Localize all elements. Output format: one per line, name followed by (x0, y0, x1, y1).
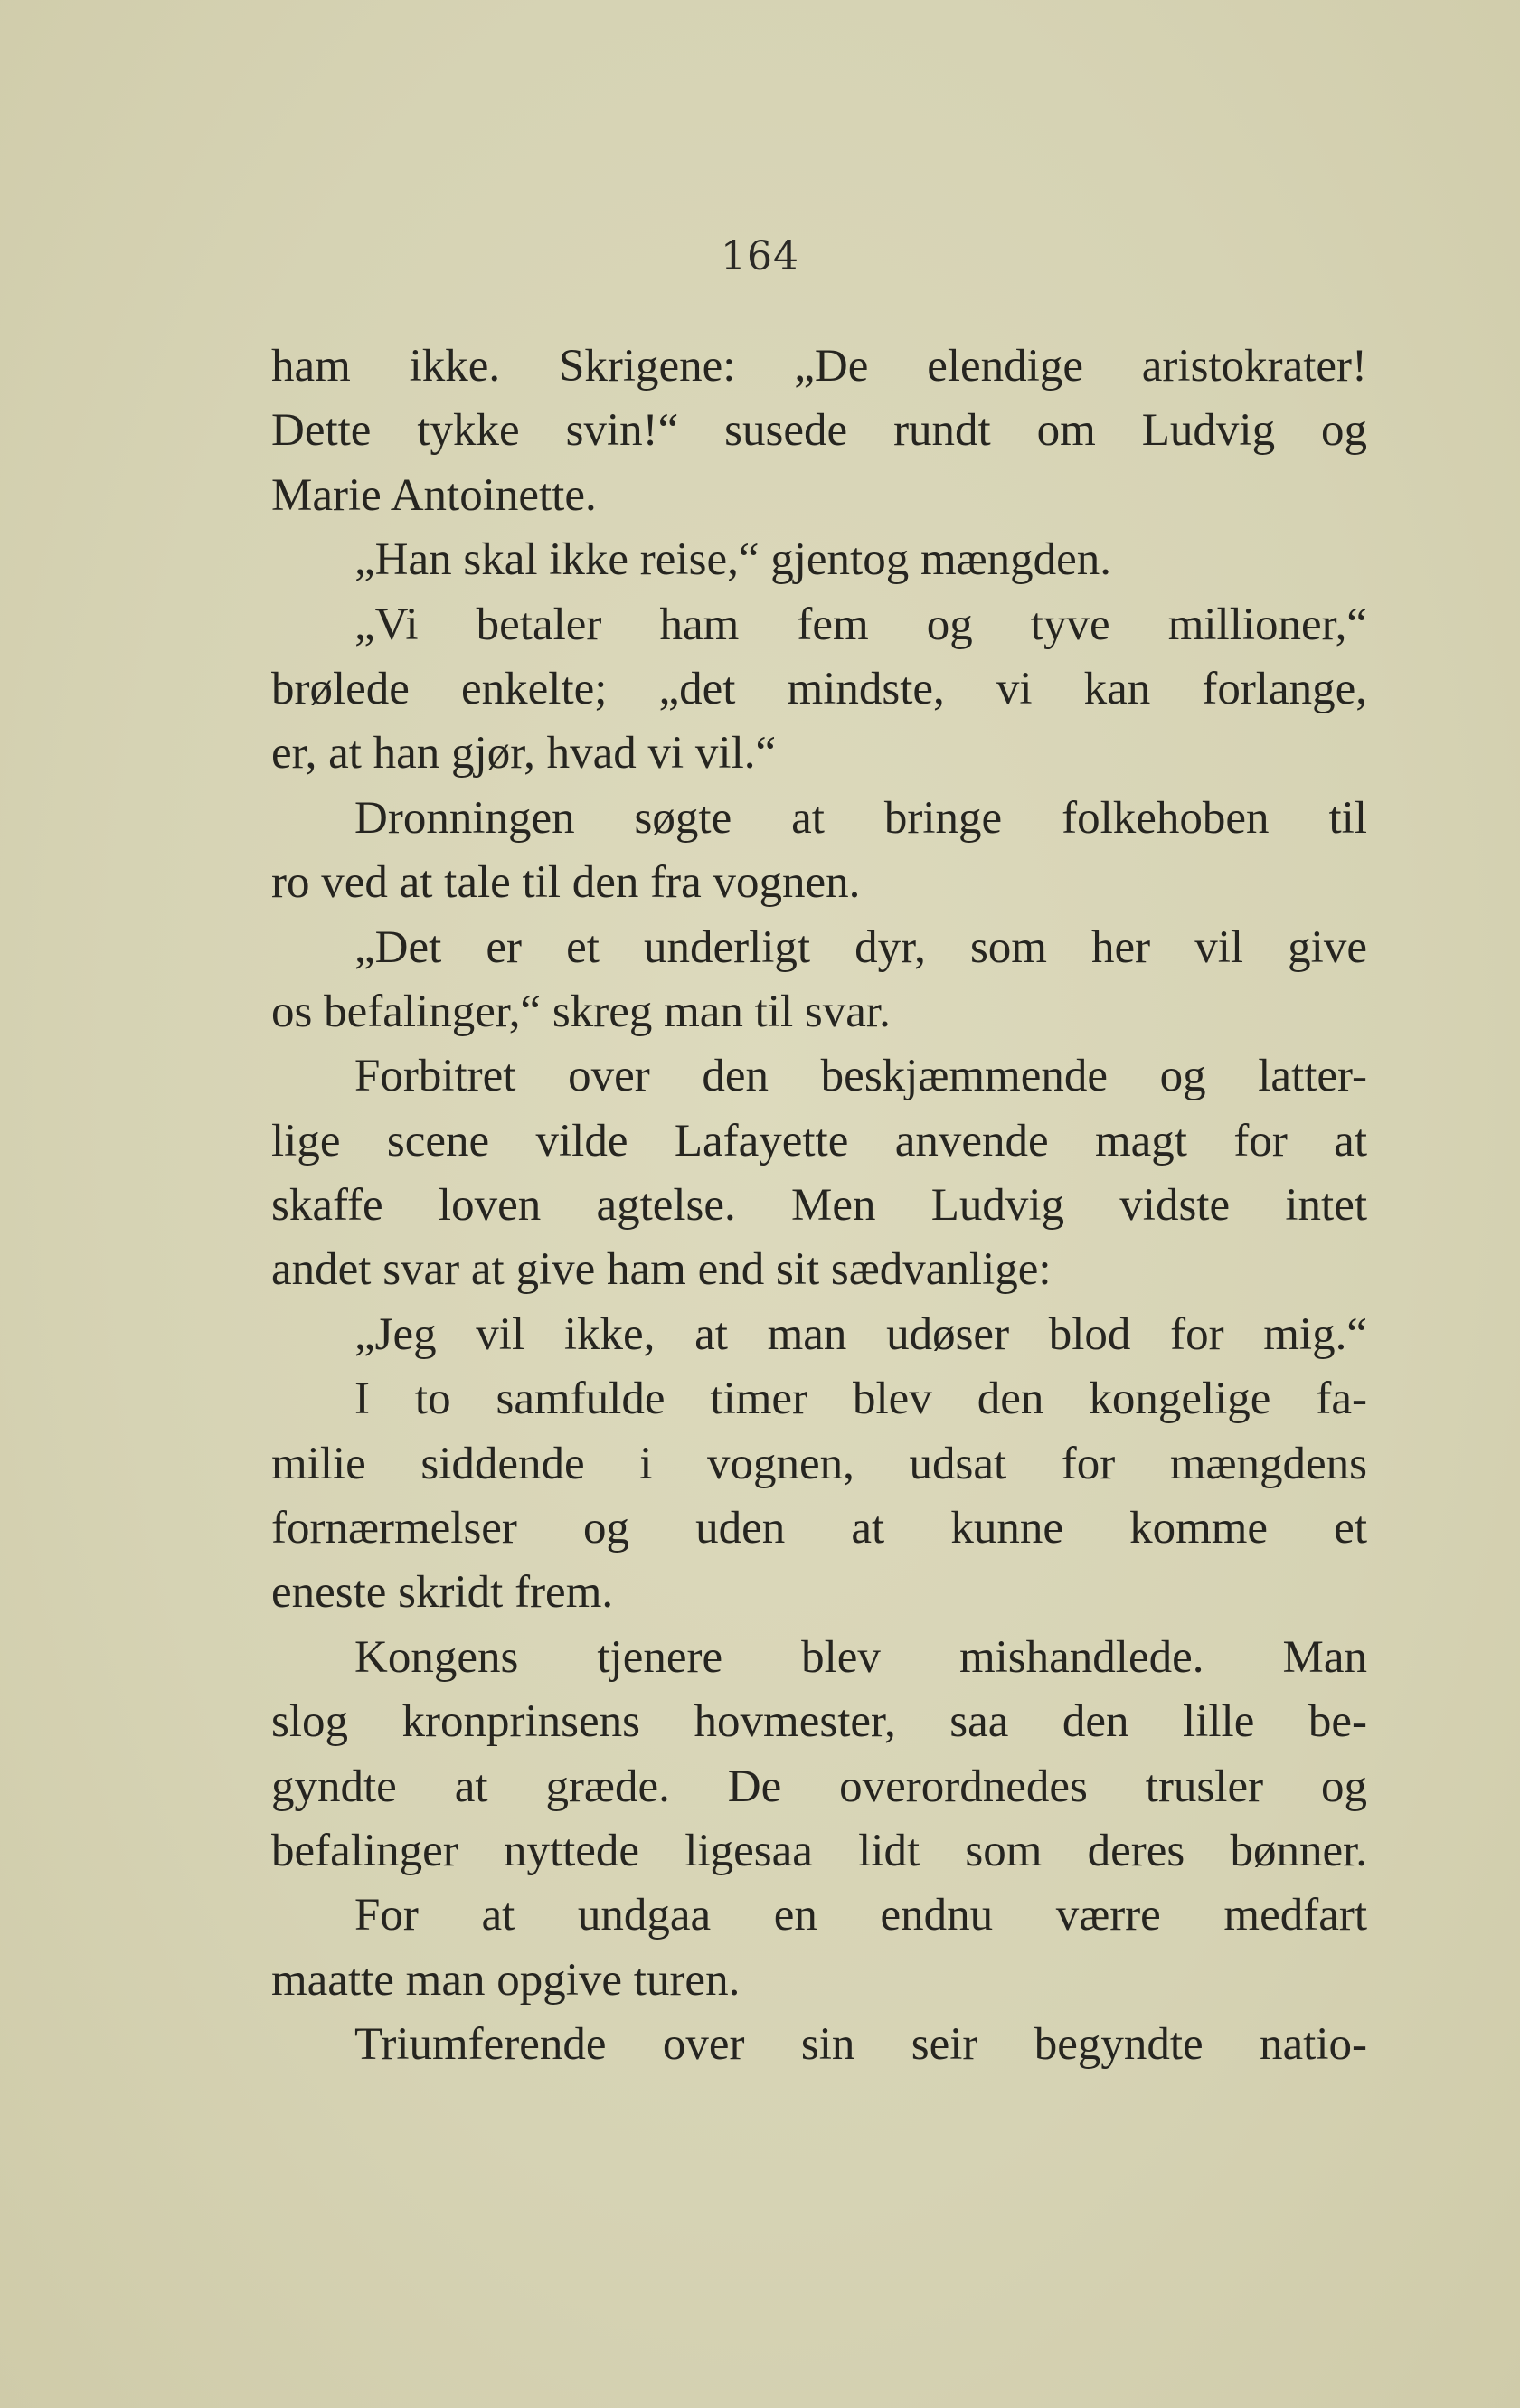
text-line: befalinger nyttede ligesaa lidt som deres bønner. (271, 1825, 1367, 1876)
text-line: „Det er et underligt dyr, som her vil give (354, 921, 1367, 973)
text-line: skaffe loven agtelse. Men Ludvig vidste intet (271, 1180, 1367, 1232)
text-line: fornærmelser og uden at kunne komme et (271, 1503, 1367, 1554)
text-line: lige scene vilde Lafayette anvende magt for at (271, 1115, 1367, 1166)
text-line: milie siddende i vognen, udsat for mængdens (271, 1438, 1367, 1489)
text-line: ham ikke. Skrigene: „De elendige aristokrater! (271, 341, 1367, 392)
text-line: Kongens tjenere blev mishandlede. Man (354, 1631, 1367, 1683)
text-line: Dette tykke svin!“ susede rundt om Ludvig og (271, 405, 1367, 457)
text-line: Forbitret over den beskjæmmende og latter- (354, 1051, 1367, 1102)
text-line: Dronningen søgte at bringe folkehoben til (354, 792, 1367, 844)
text-line: er, at han gjør, hvad vi vil.“ (271, 728, 777, 779)
text-line: andet svar at give ham end sit sædvanlige: (271, 1244, 1052, 1296)
text-line: maatte man opgive turen. (271, 1954, 741, 2006)
text-line: „Han skal ikke reise,“ gjentog mængden. (354, 534, 1112, 586)
text-line: brølede enkelte; „det mindste, vi kan forlange, (271, 663, 1367, 714)
text-line: os befalinger,“ skreg man til svar. (271, 986, 891, 1037)
text-line: ro ved at tale til den fra vognen. (271, 857, 861, 909)
text-line: For at undgaa en endnu værre medfart (354, 1890, 1367, 1941)
text-line: Marie Antoinette. (271, 469, 597, 521)
text-line: eneste skridt frem. (271, 1567, 614, 1619)
text-line: „Jeg vil ikke, at man udøser blod for mig.“ (354, 1308, 1367, 1360)
text-line: gyndte at græde. De overordnedes trusler og (271, 1761, 1367, 1812)
text-line: Triumferende over sin seir begyndte natio- (354, 2019, 1367, 2071)
text-line: „Vi betaler ham fem og tyve millioner,“ (354, 599, 1367, 650)
text-line: slog kronprinsens hovmester, saa den lille be- (271, 1696, 1367, 1748)
text-line: I to samfulde timer blev den kongelige fa- (354, 1374, 1367, 1425)
page-number: 164 (721, 233, 799, 279)
body-text (271, 335, 1367, 2078)
